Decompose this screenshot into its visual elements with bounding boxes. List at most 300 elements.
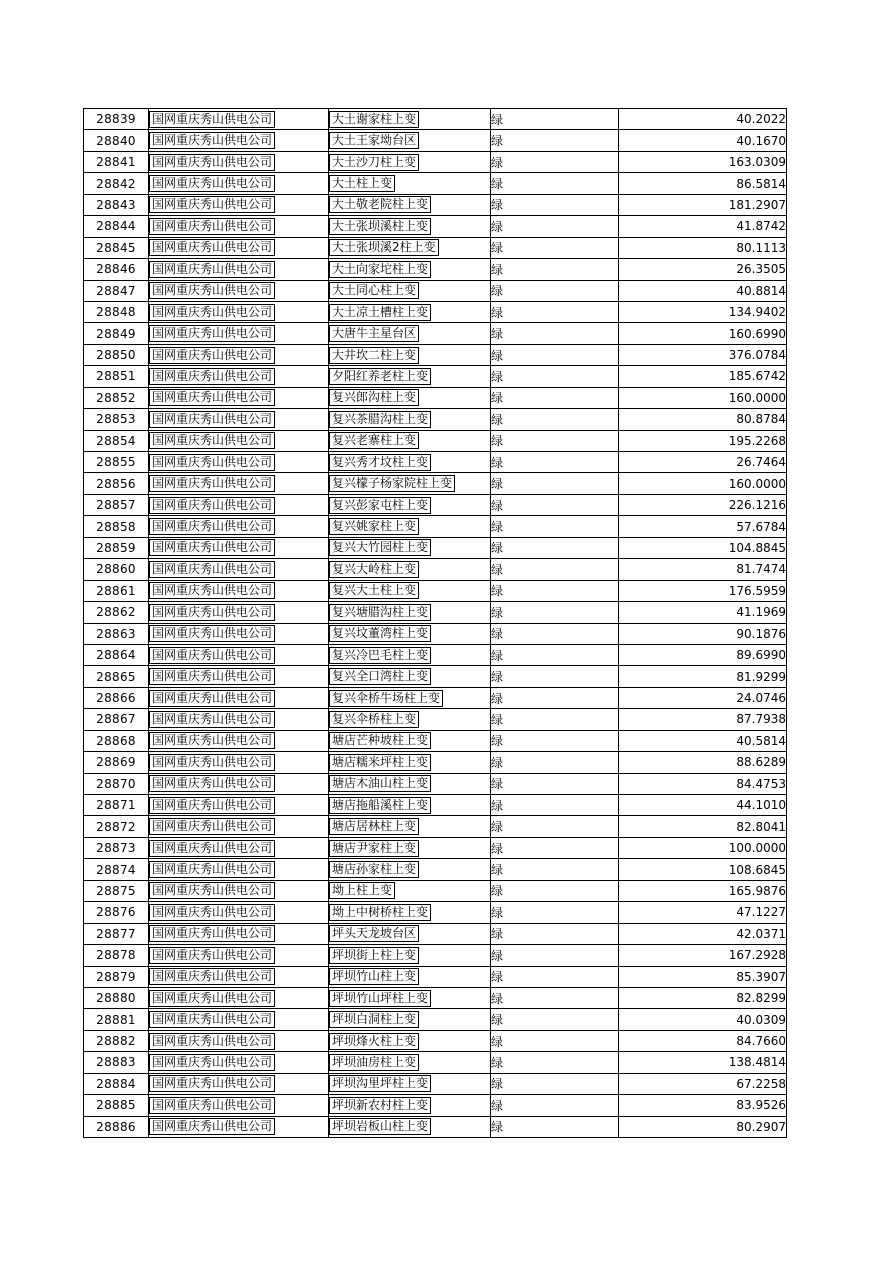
company-cell xyxy=(149,987,329,1008)
id-cell: 28878 xyxy=(84,945,149,966)
id-cell: 28865 xyxy=(84,666,149,687)
value-cell: 100.0000 xyxy=(619,837,787,858)
value-cell: 195.2268 xyxy=(619,430,787,451)
name-cell xyxy=(329,494,491,515)
company-cell xyxy=(149,730,329,751)
company-text: 国网重庆秀山供电公司 xyxy=(149,647,275,664)
id-cell: 28874 xyxy=(84,859,149,880)
name-cell xyxy=(329,344,491,365)
value-cell: 138.4814 xyxy=(619,1052,787,1073)
status-cell: 绿 xyxy=(491,859,619,880)
id-cell: 28879 xyxy=(84,966,149,987)
status-cell: 绿 xyxy=(491,837,619,858)
value-cell: 84.7660 xyxy=(619,1030,787,1051)
name-cell xyxy=(329,151,491,172)
value-cell: 42.0371 xyxy=(619,923,787,944)
company-cell xyxy=(149,816,329,837)
status-cell: 绿 xyxy=(491,387,619,408)
name-text: 复兴全口湾柱上变 xyxy=(329,668,431,685)
company-text: 国网重庆秀山供电公司 xyxy=(149,304,275,321)
status-cell: 绿 xyxy=(491,945,619,966)
company-text: 国网重庆秀山供电公司 xyxy=(149,1033,275,1050)
table-row xyxy=(84,109,787,130)
id-cell: 28866 xyxy=(84,687,149,708)
status-cell: 绿 xyxy=(491,1095,619,1116)
company-cell xyxy=(149,687,329,708)
table-row xyxy=(84,559,787,580)
company-text: 国网重庆秀山供电公司 xyxy=(149,389,275,406)
id-cell: 28886 xyxy=(84,1116,149,1137)
status-cell: 绿 xyxy=(491,344,619,365)
company-text: 国网重庆秀山供电公司 xyxy=(149,411,275,428)
name-text: 坪坝白洞柱上变 xyxy=(329,1011,419,1028)
company-cell xyxy=(149,237,329,258)
name-cell xyxy=(329,387,491,408)
company-cell xyxy=(149,945,329,966)
table-row xyxy=(84,859,787,880)
name-cell xyxy=(329,516,491,537)
company-cell xyxy=(149,837,329,858)
name-cell xyxy=(329,1116,491,1137)
status-cell: 绿 xyxy=(491,1073,619,1094)
table-row xyxy=(84,580,787,601)
company-text: 国网重庆秀山供电公司 xyxy=(149,732,275,749)
company-text: 国网重庆秀山供电公司 xyxy=(149,625,275,642)
id-cell: 28840 xyxy=(84,130,149,151)
company-cell xyxy=(149,494,329,515)
company-text: 国网重庆秀山供电公司 xyxy=(149,518,275,535)
value-cell: 88.6289 xyxy=(619,752,787,773)
status-cell: 绿 xyxy=(491,966,619,987)
status-cell: 绿 xyxy=(491,409,619,430)
value-cell: 89.6990 xyxy=(619,644,787,665)
id-cell: 28868 xyxy=(84,730,149,751)
status-cell: 绿 xyxy=(491,752,619,773)
company-cell xyxy=(149,559,329,580)
name-text: 复兴伞桥柱上变 xyxy=(329,711,419,728)
company-cell xyxy=(149,752,329,773)
table-row xyxy=(84,966,787,987)
value-cell: 165.9876 xyxy=(619,880,787,901)
value-cell: 26.7464 xyxy=(619,452,787,473)
id-cell: 28854 xyxy=(84,430,149,451)
name-cell xyxy=(329,1052,491,1073)
table-row xyxy=(84,666,787,687)
name-cell xyxy=(329,537,491,558)
company-cell xyxy=(149,323,329,344)
company-cell xyxy=(149,1116,329,1137)
table-row xyxy=(84,902,787,923)
status-cell: 绿 xyxy=(491,580,619,601)
name-cell xyxy=(329,323,491,344)
id-cell: 28875 xyxy=(84,880,149,901)
status-cell: 绿 xyxy=(491,173,619,194)
company-text: 国网重庆秀山供电公司 xyxy=(149,1118,275,1135)
table-row xyxy=(84,1116,787,1137)
value-cell: 87.7938 xyxy=(619,709,787,730)
company-cell xyxy=(149,966,329,987)
name-cell xyxy=(329,773,491,794)
id-cell: 28848 xyxy=(84,301,149,322)
name-text: 坪坝竹山柱上变 xyxy=(329,968,419,985)
status-cell: 绿 xyxy=(491,237,619,258)
company-cell xyxy=(149,280,329,301)
table-row xyxy=(84,816,787,837)
name-text: 复兴大岭柱上变 xyxy=(329,561,419,578)
table-row xyxy=(84,537,787,558)
company-text: 国网重庆秀山供电公司 xyxy=(149,475,275,492)
company-text: 国网重庆秀山供电公司 xyxy=(149,947,275,964)
value-cell: 134.9402 xyxy=(619,301,787,322)
status-cell: 绿 xyxy=(491,452,619,473)
company-cell xyxy=(149,366,329,387)
company-text: 国网重庆秀山供电公司 xyxy=(149,604,275,621)
table-row xyxy=(84,1073,787,1094)
company-text: 国网重庆秀山供电公司 xyxy=(149,1011,275,1028)
company-text: 国网重庆秀山供电公司 xyxy=(149,325,275,342)
status-cell: 绿 xyxy=(491,216,619,237)
value-cell: 57.6784 xyxy=(619,516,787,537)
company-text: 国网重庆秀山供电公司 xyxy=(149,154,275,171)
name-cell xyxy=(329,902,491,923)
table-row xyxy=(84,602,787,623)
name-text: 大土向家坨柱上变 xyxy=(329,261,431,278)
table-row xyxy=(84,1030,787,1051)
table-row xyxy=(84,259,787,280)
company-cell xyxy=(149,259,329,280)
status-cell: 绿 xyxy=(491,709,619,730)
table-row xyxy=(84,194,787,215)
company-cell xyxy=(149,623,329,644)
company-cell xyxy=(149,473,329,494)
name-text: 坪坝油房柱上变 xyxy=(329,1054,419,1071)
status-cell: 绿 xyxy=(491,130,619,151)
value-cell: 85.3907 xyxy=(619,966,787,987)
id-cell: 28860 xyxy=(84,559,149,580)
company-text: 国网重庆秀山供电公司 xyxy=(149,1075,275,1092)
value-cell: 47.1227 xyxy=(619,902,787,923)
name-text: 大唐牛主星台区 xyxy=(329,325,419,342)
name-cell xyxy=(329,130,491,151)
value-cell: 108.6845 xyxy=(619,859,787,880)
name-text: 复兴老寨柱上变 xyxy=(329,432,419,449)
table-row xyxy=(84,452,787,473)
value-cell: 160.0000 xyxy=(619,387,787,408)
name-text: 大土敬老院柱上变 xyxy=(329,196,431,213)
name-cell xyxy=(329,559,491,580)
company-cell xyxy=(149,666,329,687)
table-row xyxy=(84,473,787,494)
value-cell: 81.7474 xyxy=(619,559,787,580)
name-cell xyxy=(329,752,491,773)
value-cell: 376.0784 xyxy=(619,344,787,365)
value-cell: 81.9299 xyxy=(619,666,787,687)
company-cell xyxy=(149,109,329,130)
name-cell xyxy=(329,301,491,322)
name-cell xyxy=(329,644,491,665)
table-row xyxy=(84,987,787,1008)
name-text: 大土凉土槽柱上变 xyxy=(329,304,431,321)
id-cell: 28858 xyxy=(84,516,149,537)
company-cell xyxy=(149,1030,329,1051)
name-text: 大土谢家柱上变 xyxy=(329,111,419,128)
name-cell xyxy=(329,666,491,687)
name-text: 大土王家坳台区 xyxy=(329,132,419,149)
company-cell xyxy=(149,537,329,558)
company-text: 国网重庆秀山供电公司 xyxy=(149,990,275,1007)
company-text: 国网重庆秀山供电公司 xyxy=(149,261,275,278)
id-cell: 28881 xyxy=(84,1009,149,1030)
status-cell: 绿 xyxy=(491,644,619,665)
company-cell xyxy=(149,602,329,623)
name-cell xyxy=(329,795,491,816)
company-cell xyxy=(149,1052,329,1073)
table-body xyxy=(84,109,787,1138)
company-text: 国网重庆秀山供电公司 xyxy=(149,111,275,128)
company-cell xyxy=(149,430,329,451)
table-row xyxy=(84,623,787,644)
name-text: 复兴秀才坟柱上变 xyxy=(329,454,431,471)
company-cell xyxy=(149,795,329,816)
company-cell xyxy=(149,151,329,172)
name-text: 坪头天龙坡台区 xyxy=(329,925,419,942)
company-text: 国网重庆秀山供电公司 xyxy=(149,561,275,578)
value-cell: 67.2258 xyxy=(619,1073,787,1094)
value-cell: 90.1876 xyxy=(619,623,787,644)
id-cell: 28882 xyxy=(84,1030,149,1051)
table-row xyxy=(84,130,787,151)
name-text: 坪坝沟里坪柱上变 xyxy=(329,1075,431,1092)
table-row xyxy=(84,430,787,451)
table-row xyxy=(84,151,787,172)
table-row xyxy=(84,1009,787,1030)
company-cell xyxy=(149,344,329,365)
table-row xyxy=(84,1052,787,1073)
name-text: 复兴茶腊沟柱上变 xyxy=(329,411,431,428)
company-text: 国网重庆秀山供电公司 xyxy=(149,754,275,771)
table-row xyxy=(84,795,787,816)
name-text: 塘店拖船溪柱上变 xyxy=(329,797,431,814)
id-cell: 28872 xyxy=(84,816,149,837)
name-text: 复兴冷巴毛柱上变 xyxy=(329,647,431,664)
table-row xyxy=(84,687,787,708)
value-cell: 40.1670 xyxy=(619,130,787,151)
name-cell xyxy=(329,366,491,387)
value-cell: 83.9526 xyxy=(619,1095,787,1116)
value-cell: 24.0746 xyxy=(619,687,787,708)
name-text: 坪坝岩板山柱上变 xyxy=(329,1118,431,1135)
status-cell: 绿 xyxy=(491,687,619,708)
name-cell xyxy=(329,923,491,944)
table-row xyxy=(84,773,787,794)
table-row xyxy=(84,173,787,194)
status-cell: 绿 xyxy=(491,516,619,537)
name-text: 夕阳红养老柱上变 xyxy=(329,368,431,385)
id-cell: 28844 xyxy=(84,216,149,237)
table-row xyxy=(84,494,787,515)
id-cell: 28864 xyxy=(84,644,149,665)
value-cell: 226.1216 xyxy=(619,494,787,515)
id-cell: 28850 xyxy=(84,344,149,365)
company-cell xyxy=(149,580,329,601)
value-cell: 41.1969 xyxy=(619,602,787,623)
name-cell xyxy=(329,173,491,194)
table-row xyxy=(84,237,787,258)
table-row xyxy=(84,366,787,387)
name-text: 复兴大土柱上变 xyxy=(329,582,419,599)
name-cell xyxy=(329,859,491,880)
name-text: 大土张坝溪2柱上变 xyxy=(329,239,439,256)
name-cell xyxy=(329,109,491,130)
name-text: 复兴坟董湾柱上变 xyxy=(329,625,431,642)
data-table xyxy=(83,108,787,1138)
name-cell xyxy=(329,259,491,280)
company-text: 国网重庆秀山供电公司 xyxy=(149,904,275,921)
company-text: 国网重庆秀山供电公司 xyxy=(149,882,275,899)
name-cell xyxy=(329,430,491,451)
name-cell xyxy=(329,945,491,966)
name-cell xyxy=(329,602,491,623)
company-cell xyxy=(149,1009,329,1030)
name-text: 复兴大竹园柱上变 xyxy=(329,539,431,556)
name-text: 复兴姚家柱上变 xyxy=(329,518,419,535)
value-cell: 82.8299 xyxy=(619,987,787,1008)
id-cell: 28845 xyxy=(84,237,149,258)
company-text: 国网重庆秀山供电公司 xyxy=(149,818,275,835)
value-cell: 40.5814 xyxy=(619,730,787,751)
name-text: 塘店孙家柱上变 xyxy=(329,861,419,878)
name-cell xyxy=(329,837,491,858)
name-cell xyxy=(329,194,491,215)
id-cell: 28867 xyxy=(84,709,149,730)
value-cell: 44.1010 xyxy=(619,795,787,816)
value-cell: 176.5959 xyxy=(619,580,787,601)
name-text: 复兴郎沟柱上变 xyxy=(329,389,419,406)
id-cell: 28871 xyxy=(84,795,149,816)
status-cell: 绿 xyxy=(491,773,619,794)
value-cell: 26.3505 xyxy=(619,259,787,280)
name-text: 复兴塘腊沟柱上变 xyxy=(329,604,431,621)
value-cell: 181.2907 xyxy=(619,194,787,215)
company-cell xyxy=(149,173,329,194)
id-cell: 28842 xyxy=(84,173,149,194)
name-cell xyxy=(329,280,491,301)
company-text: 国网重庆秀山供电公司 xyxy=(149,368,275,385)
company-text: 国网重庆秀山供电公司 xyxy=(149,1054,275,1071)
name-cell xyxy=(329,880,491,901)
company-text: 国网重庆秀山供电公司 xyxy=(149,711,275,728)
company-text: 国网重庆秀山供电公司 xyxy=(149,432,275,449)
id-cell: 28880 xyxy=(84,987,149,1008)
id-cell: 28846 xyxy=(84,259,149,280)
company-text: 国网重庆秀山供电公司 xyxy=(149,132,275,149)
table-row xyxy=(84,709,787,730)
id-cell: 28855 xyxy=(84,452,149,473)
name-cell xyxy=(329,409,491,430)
name-text: 复兴彭家屯柱上变 xyxy=(329,497,431,514)
id-cell: 28849 xyxy=(84,323,149,344)
table-row xyxy=(84,1095,787,1116)
company-text: 国网重庆秀山供电公司 xyxy=(149,218,275,235)
name-text: 坪坝新农村柱上变 xyxy=(329,1097,431,1114)
name-text: 大土同心柱上变 xyxy=(329,282,419,299)
name-cell xyxy=(329,237,491,258)
table-row xyxy=(84,323,787,344)
company-cell xyxy=(149,1095,329,1116)
status-cell: 绿 xyxy=(491,795,619,816)
status-cell: 绿 xyxy=(491,366,619,387)
name-cell xyxy=(329,687,491,708)
status-cell: 绿 xyxy=(491,301,619,322)
company-cell xyxy=(149,709,329,730)
company-text: 国网重庆秀山供电公司 xyxy=(149,1097,275,1114)
id-cell: 28843 xyxy=(84,194,149,215)
company-text: 国网重庆秀山供电公司 xyxy=(149,175,275,192)
table-row xyxy=(84,752,787,773)
name-cell xyxy=(329,987,491,1008)
name-text: 塘店糯米坪柱上变 xyxy=(329,754,431,771)
value-cell: 167.2928 xyxy=(619,945,787,966)
value-cell: 104.8845 xyxy=(619,537,787,558)
name-text: 大土张坝溪柱上变 xyxy=(329,218,431,235)
id-cell: 28883 xyxy=(84,1052,149,1073)
table-row xyxy=(84,280,787,301)
company-cell xyxy=(149,644,329,665)
company-cell xyxy=(149,1073,329,1094)
value-cell: 40.0309 xyxy=(619,1009,787,1030)
name-cell xyxy=(329,1095,491,1116)
status-cell: 绿 xyxy=(491,537,619,558)
id-cell: 28884 xyxy=(84,1073,149,1094)
status-cell: 绿 xyxy=(491,730,619,751)
status-cell: 绿 xyxy=(491,259,619,280)
status-cell: 绿 xyxy=(491,1009,619,1030)
name-cell xyxy=(329,452,491,473)
company-text: 国网重庆秀山供电公司 xyxy=(149,861,275,878)
id-cell: 28885 xyxy=(84,1095,149,1116)
id-cell: 28841 xyxy=(84,151,149,172)
company-cell xyxy=(149,194,329,215)
company-cell xyxy=(149,773,329,794)
name-cell xyxy=(329,730,491,751)
name-text: 坳上柱上变 xyxy=(329,882,395,899)
name-text: 坪坝竹山坪柱上变 xyxy=(329,990,431,1007)
table-row xyxy=(84,880,787,901)
table-row xyxy=(84,837,787,858)
value-cell: 82.8041 xyxy=(619,816,787,837)
value-cell: 160.6990 xyxy=(619,323,787,344)
company-cell xyxy=(149,880,329,901)
value-cell: 80.2907 xyxy=(619,1116,787,1137)
id-cell: 28847 xyxy=(84,280,149,301)
status-cell: 绿 xyxy=(491,987,619,1008)
company-text: 国网重庆秀山供电公司 xyxy=(149,797,275,814)
company-cell xyxy=(149,216,329,237)
status-cell: 绿 xyxy=(491,494,619,515)
company-text: 国网重庆秀山供电公司 xyxy=(149,968,275,985)
id-cell: 28839 xyxy=(84,109,149,130)
status-cell: 绿 xyxy=(491,666,619,687)
company-cell xyxy=(149,409,329,430)
table-row xyxy=(84,730,787,751)
table-row xyxy=(84,409,787,430)
status-cell: 绿 xyxy=(491,602,619,623)
id-cell: 28851 xyxy=(84,366,149,387)
name-text: 坪坝烽火柱上变 xyxy=(329,1033,419,1050)
value-cell: 41.8742 xyxy=(619,216,787,237)
id-cell: 28877 xyxy=(84,923,149,944)
company-cell xyxy=(149,452,329,473)
